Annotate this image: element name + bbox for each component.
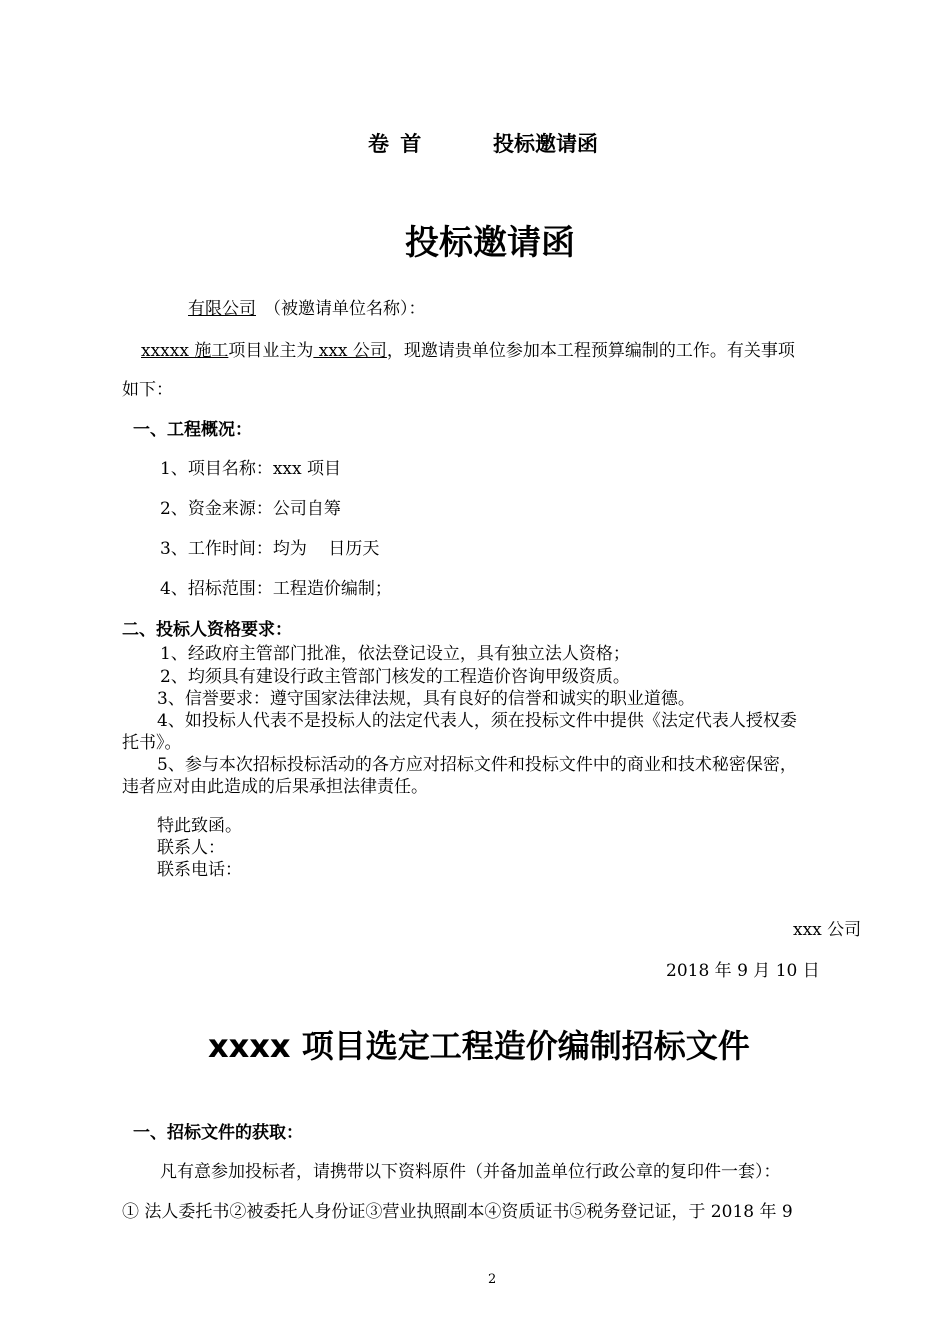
addressee-line <box>122 298 426 320</box>
section2-line: 3、信誉要求：遵守国家法律法规，具有良好的信誉和诚实的职业道德。 <box>157 689 695 709</box>
letter-title: 投标邀请函 <box>405 223 575 263</box>
signature-date: 2018 年 9 月 10 日 <box>666 961 820 981</box>
section2-line: 4、如投标人代表不是投标人的法定代表人，须在投标文件中提供《法定代表人授权委 <box>157 711 797 731</box>
intro-line <box>141 340 795 362</box>
volume-header-right: 投标邀请函 <box>493 132 598 156</box>
contact-person: 联系人： <box>157 838 225 858</box>
section2-heading: 二、投标人资格要求： <box>122 620 292 640</box>
section2-line: 托书》。 <box>122 733 182 753</box>
section1-item: 3、工作时间：均为 日历天 <box>160 539 380 559</box>
section2-line: 5、参与本次招标投标活动的各方应对招标文件和投标文件中的商业和技术秘密保密， <box>157 755 797 775</box>
addressee-company: 有限公司 <box>188 299 256 319</box>
intro-owner: xxx 公司 <box>313 341 387 361</box>
section1-item: 1、项目名称：xxx 项目 <box>160 459 341 479</box>
intro-text2: ，现邀请贵单位参加本工程预算编制的工作。有关事项 <box>386 341 795 361</box>
tender-line: 凡有意参加投标者，请携带以下资料原件（并备加盖单位行政公章的复印件一套）： <box>160 1162 781 1182</box>
contact-phone: 联系电话： <box>157 860 242 880</box>
section1-item: 4、招标范围：工程造价编制； <box>160 579 392 599</box>
closing-line: 特此致函。 <box>157 816 242 836</box>
addressee-note: （被邀请单位名称）： <box>264 299 426 319</box>
section1-item: 2、资金来源：公司自筹 <box>160 499 341 519</box>
signature-company: xxx 公司 <box>793 920 862 940</box>
section2-line: 2、均须具有建设行政主管部门核发的工程造价咨询甲级资质。 <box>160 667 630 687</box>
page-number: 2 <box>488 1272 497 1287</box>
intro-text1: 项目业主为 <box>228 341 314 361</box>
intro-project: xxxxx 施工 <box>141 341 229 361</box>
tender-line: ① 法人委托书②被委托人身份证③营业执照副本④资质证书⑤税务登记证，于 2018 年 9 <box>122 1202 793 1222</box>
volume-header-left: 卷 首 <box>368 132 424 156</box>
tender-title: xxxx 项目选定工程造价编制招标文件 <box>208 1027 750 1065</box>
section2-line: 1、经政府主管部门批准，依法登记设立，具有独立法人资格； <box>160 644 630 664</box>
tender-section1-heading: 一、招标文件的获取： <box>133 1123 303 1143</box>
section2-line: 违者应对由此造成的后果承担法律责任。 <box>122 777 428 797</box>
intro-line-2: 如下： <box>122 380 173 400</box>
section1-heading: 一、工程概况： <box>133 420 252 440</box>
